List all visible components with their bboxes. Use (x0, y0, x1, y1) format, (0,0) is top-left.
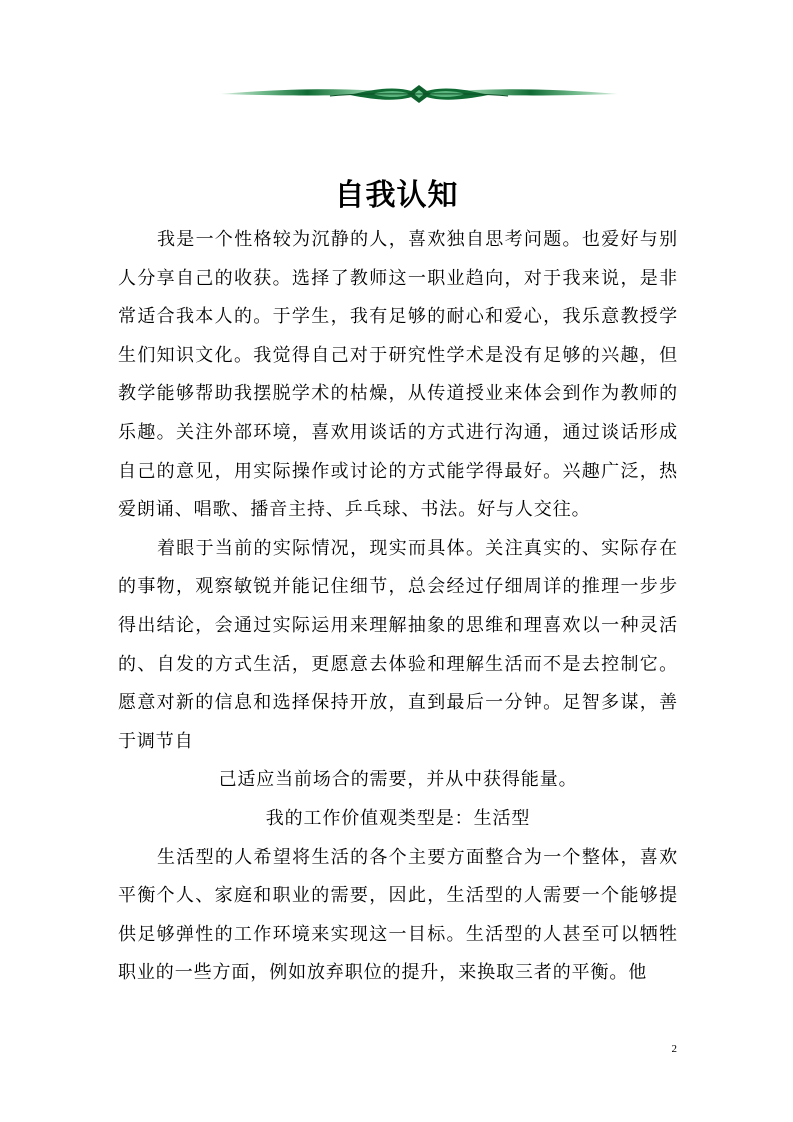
document-body (118, 221, 678, 993)
paragraph-self-introduction: 我是一个性格较为沉静的人，喜欢独自思考问题。也爱好与别人分享自己的收获。选择了教师这一职业趋向，对于我来说，是非常适合我本人的。于学生，我有足够的耐心和爱心，我乐意教授学生们知识文化。我觉得自己对于研究性学术是没有足够的兴趣，但教学能够帮助我摆脱学术的枯燥，从传道授业来体会到作为教师的乐趣。关注外部环境，喜欢用谈话的方式进行沟通，通过谈话形成自己的意见，用实际操作或讨论的方式能学得最好。兴趣广泛，热爱朗诵、唱歌、播音主持、乒乓球、书法。好与人交往。 (118, 229, 678, 521)
paragraph-closing-line: 己适应当前场合的需要，并从中获得能量。 (218, 769, 578, 791)
page-title: 自我认知 (334, 178, 459, 214)
decorative-divider-icon (220, 78, 618, 110)
page-number: 2 (671, 1043, 677, 1055)
paragraph-life-type: 生活型的人希望将生活的各个主要方面整合为一个整体，喜欢平衡个人、家庭和职业的需要，因此，生活型的人需要一个能够提供足够弹性的工作环境来实现这一目标。生活型的人甚至可以牺牲职业的一些方面，例如放弃职位的提升，来换取三者的平衡。他 (118, 846, 678, 984)
paragraph-cognitive-style: 着眼于当前的实际情况，现实而具体。关注真实的、实际存在的事物，观察敏锐并能记住细节，总会经过仔细周详的推理一步步得出结论，会通过实际运用来理解抽象的思维和理喜欢以一种灵活的、自发的方式生活，更愿意去体验和理解生活而不是去控制它。愿意对新的信息和选择保持开放，直到最后一分钟。足智多谋，善于调节自 (118, 537, 678, 752)
work-value-type-line: 我的工作价值观类型是：生活型 (265, 807, 531, 829)
